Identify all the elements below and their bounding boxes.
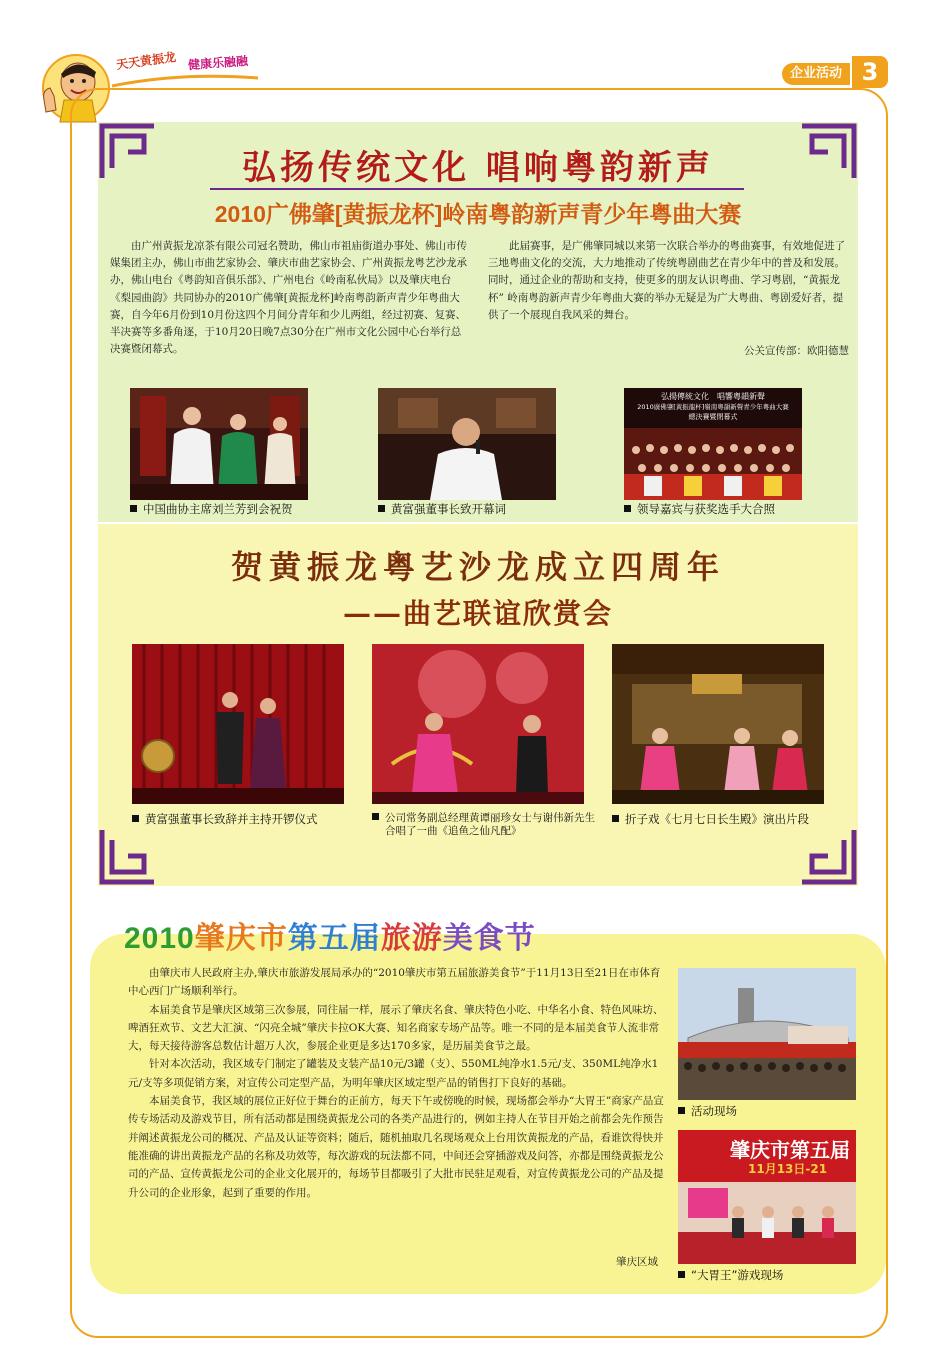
slogan-right: 健康乐融融 <box>187 53 249 73</box>
title-part: 第五届 <box>287 922 381 955</box>
article1-subtitle: 2010广佛肇[黄振龙杯]岭南粤韵新声青少年粤曲大赛 <box>214 201 742 227</box>
photo-opera-scene <box>612 644 824 804</box>
sign-date: 11月13日-21 <box>748 1162 828 1176</box>
article3-body <box>128 964 664 1202</box>
crowd-illustration <box>624 428 802 500</box>
article2-subtitle: ——曲艺联谊欣赏会 <box>342 597 613 630</box>
paragraph: 针对本次活动，我区域专门制定了罐装及支装产品10元/3罐（支）、550ML纯净水1.5元/支、350ML纯净水1元/支等多项促销方案，对宣传公司定型产品，为明年肇庆区域定型产品的销售打下良好的基础。 <box>128 1058 659 1089</box>
slogan-left: 天天黄振龙 <box>115 49 177 73</box>
article1-title: 弘扬传统文化 唱响粤韵新声 <box>242 148 714 188</box>
article3-signature: 肇庆区域 <box>616 1256 658 1268</box>
section-badge: 企业活动 <box>782 63 850 85</box>
title-part: 肇庆市 <box>194 922 288 955</box>
banner-text <box>624 392 802 422</box>
banner-line: 弘揚傳統文化 唱響粵韻新聲 <box>661 392 765 401</box>
sign-text: 肇庆市第五届 <box>730 1140 850 1162</box>
photo-caption <box>378 502 506 516</box>
photo-duet <box>372 644 584 804</box>
caption-text: 折子戏《七月七日长生殿》演出片段 <box>625 812 809 826</box>
caption-text: 领导嘉宾与获奖选手大合照 <box>637 502 775 516</box>
title-rule <box>210 188 744 190</box>
caption-text: 活动现场 <box>691 1104 737 1118</box>
article3-title <box>124 913 536 957</box>
slogan-swoosh <box>110 72 260 88</box>
article2-title: 贺黄振龙粤艺沙龙成立四周年 <box>230 548 725 586</box>
photo-event-site <box>678 968 856 1100</box>
photo-group <box>624 388 802 500</box>
photo-liu-lanfang <box>130 388 308 500</box>
paragraph: 由肇庆市人民政府主办,肇庆市旅游发展局承办的“2010肇庆市第五届旅游美食节”于11月13日至21日在市体育中心西门广场顺利举行。 <box>128 967 661 998</box>
caption-text: 中国曲协主席刘兰芳到会祝贺 <box>143 502 293 516</box>
photo-caption <box>678 1268 783 1282</box>
banner-line: 總決賽暨閉幕式 <box>688 413 738 421</box>
paragraph: 本届美食节，我区域的展位正好位于舞台的正前方，每天下午或傍晚的时候，现场都会举办“大胃王”商家产品宣传专场活动及游戏节目，所有活动都是围绕黄振龙公司的各类产品进行的，例如主持人在节目开始之前都会先作预告并阐述黄振龙公司的概况、产品及认证等资料；随后，随机抽取几名现场观众上台用饮黄振龙的产品，看谁饮得快并能准确的讲出黄振龙产品的名称及功效等，每次游戏的玩法都不同，中间还会穿插游戏及问答，亦都是围绕黄振龙公司的产品、宣传黄振龙公司的企业文化展开的，每场节目都吸引了大批市民驻足观看，对宣传黄振龙公司的产品及提升公司的企业形象，起到了重要的作用。 <box>128 1095 664 1199</box>
photo-huang-speech <box>378 388 556 500</box>
photo-caption <box>678 1104 737 1118</box>
corner-ornament-br <box>798 826 858 886</box>
article1-col-left: 由广州黄振龙凉茶有限公司冠名赞助，佛山市祖庙街道办事处、佛山市传媒集团主办，佛山市曲艺家协会、肇庆市曲艺家协会、广州黄振龙粤艺沙龙承办，佛山电台《粤韵知音俱乐部》、广州电台《岭南私伙局》以及肇庆电台《梨园曲韵》共同协办的2010广佛肇[黄振龙杯]岭南粤韵新声青少年粤曲大赛，自今年6月份到10月份这四个月间分青年和少儿两组，经过初赛、复赛、半决赛等多番角逐，于10月20日晚7点30分在广州市文化公园中心台举行总决赛暨闭幕式。 <box>110 240 467 356</box>
page-number: 3 <box>852 56 888 88</box>
photo-caption <box>372 812 595 838</box>
caption-text: 黄富强董事长致辞并主持开锣仪式 <box>145 812 318 826</box>
paragraph: 本届美食节是肇庆区域第三次参展，同往届一样，展示了肇庆名食、肇庆特色小吃、中华名小食、特色风味坊、啤酒狂欢节、文艺大汇演、“闪亮全城”肇庆卡拉OK大赛、知名商家专场产品等。唯一不同的是本届美食节人流非常大，每天接待游客总数估计超万人次，参展企业更是多达170多家，是历届美食节之最。 <box>128 1003 664 1053</box>
caption-text: 合唱了一曲《追鱼之仙凡配》 <box>385 825 522 837</box>
article1-signature: 公关宣传部：欧阳德慧 <box>744 345 849 357</box>
title-part: 2010 <box>124 922 195 955</box>
photo-caption <box>132 812 318 826</box>
title-part: 旅游 <box>380 922 443 955</box>
photo-gong-ceremony <box>132 644 344 804</box>
photo-big-eater-game <box>678 1130 856 1264</box>
photo-caption <box>612 812 809 826</box>
caption-text: 公司常务副总经理黄谭丽珍女士与谢伟新先生 <box>385 812 595 824</box>
stage-illustration <box>678 1182 856 1264</box>
caption-text: “大胃王”游戏现场 <box>691 1268 784 1282</box>
corner-ornament-bl <box>98 826 158 886</box>
article1-col-right: 此届赛事，是广佛肇同城以来第一次联合举办的粤曲赛事，有效地促进了三地粤曲文化的交流，大力地推动了传统粤剧曲艺在青少年中的普及和发展。同时，通过企业的帮助和支持，使更多的朋友认识粤曲、学习粤剧，“黄振龙杯” 岭南粤韵新声青少年粤曲大赛的举办无疑是为广大粤曲、粤剧爱好者，提供了一个展现自我风采的舞台。 <box>488 240 845 321</box>
photo-caption <box>130 502 293 516</box>
banner-line: 2010廣佛肇[黃振龍杯]嶺南粵韻新聲青少年粵曲大賽 <box>637 403 789 411</box>
caption-text: 黄富强董事长致开幕词 <box>391 502 506 516</box>
title-part: 美食节 <box>442 922 536 955</box>
photo-caption <box>624 502 775 516</box>
